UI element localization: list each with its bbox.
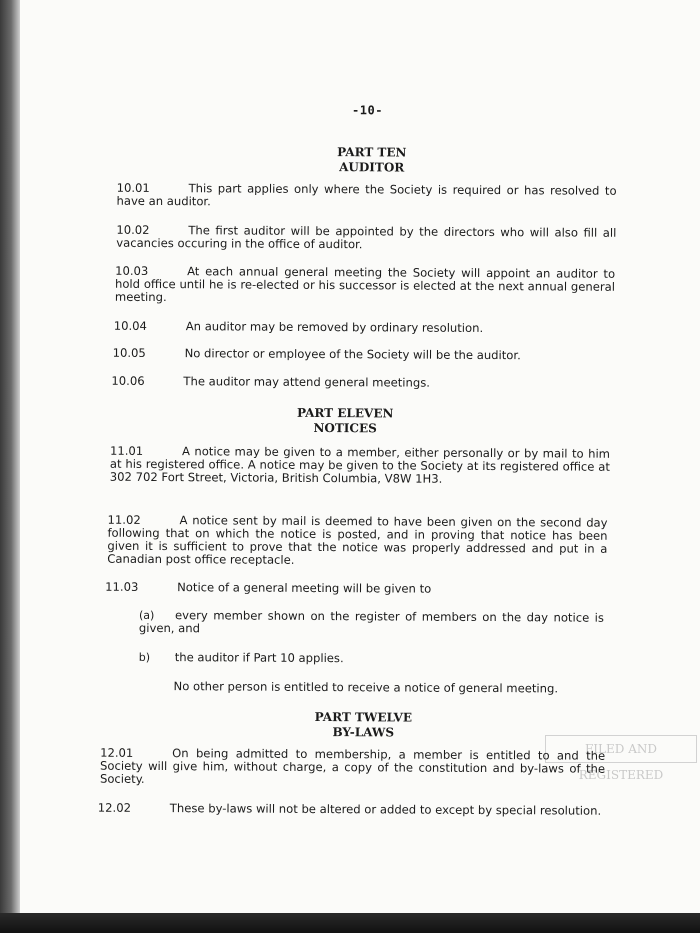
- filed-stamp: FILED AND REGISTERED: [545, 735, 697, 763]
- clause-text: No director or employee of the Society will be the auditor.: [184, 346, 521, 363]
- clause-text: Notice of a general meeting will be given to: [177, 580, 432, 596]
- part-ten-heading: [302, 145, 442, 176]
- clause-12-02: [98, 802, 603, 818]
- clause-12-01: [100, 747, 605, 789]
- part-ten-title: PART TEN: [337, 145, 407, 160]
- clause-number: 10.03: [115, 263, 149, 278]
- list-text: every member shown on the register of members on the day notice is given, and: [138, 608, 605, 636]
- page-number: -10-: [352, 103, 384, 118]
- clause-text: The auditor may attend general meetings.: [183, 374, 431, 390]
- clause-text: These by-laws will not be altered or added to except by special resolution.: [169, 801, 602, 818]
- clause-number: 12.01: [100, 745, 134, 760]
- part-eleven-title: PART ELEVEN: [296, 405, 394, 421]
- notice-closing: No other person is entitled to receive a notice of general meeting.: [173, 679, 559, 696]
- clause-10-02: [116, 224, 616, 253]
- notice-recipient-a: [139, 609, 604, 638]
- clause-text: An auditor may be removed by ordinary resolution.: [185, 319, 484, 335]
- part-twelve-title: PART TWELVE: [314, 709, 413, 725]
- scan-edge-bottom: [0, 913, 700, 933]
- clause-text: A notice may be given to a member, either personally or by mail to him at his registered office. A notice may be given to the Society at its registered office at 302 702 Fort Street, Victoria, British Columbia, V8W 1H3.: [109, 444, 611, 486]
- clause-10-05: [113, 347, 613, 363]
- clause-number: 10.06: [111, 373, 145, 388]
- list-text: the auditor if Part 10 applies.: [174, 650, 344, 666]
- clause-text: The first auditor will be appointed by the directors who will also fill all vacancies occuring in the office of auditor.: [116, 223, 617, 252]
- clause-11-01: [110, 445, 610, 487]
- clause-text: On being admitted to membership, a member is entitled to and the Society will give him, without charge, a copy of the constitution and by-laws of the Society.: [99, 746, 606, 786]
- clause-text: At each annual general meeting the Society will appoint an auditor to hold office until he is re-elected or his successor is elected at the next annual general meeting.: [114, 264, 616, 305]
- document-page: [20, 0, 700, 913]
- part-ten-subtitle: AUDITOR: [339, 160, 405, 175]
- clause-10-06: [111, 375, 611, 391]
- document-body: [20, 0, 700, 913]
- clause-11-03: [105, 581, 605, 597]
- clause-number: 10.04: [113, 318, 148, 333]
- clause-text: This part applies only where the Society is required or has resolved to have an auditor.: [116, 181, 617, 209]
- notice-recipient-b: [139, 651, 604, 667]
- clause-10-04: [114, 320, 614, 336]
- clause-number: 11.02: [107, 512, 141, 527]
- part-twelve-subtitle: BY-LAWS: [332, 725, 395, 740]
- clause-number: 12.02: [97, 800, 132, 815]
- clause-number: 10.01: [116, 180, 150, 195]
- list-marker: (a): [138, 608, 155, 622]
- clause-10-03: [115, 265, 615, 307]
- clause-number: 11.01: [109, 443, 144, 458]
- part-eleven-heading: [275, 406, 415, 437]
- clause-11-02: [107, 514, 607, 569]
- clause-number: 10.02: [116, 222, 150, 237]
- part-eleven-subtitle: NOTICES: [313, 420, 377, 436]
- scan-edge-left: [0, 0, 20, 933]
- clause-text: A notice sent by mail is deemed to have been given on the second day following that on which the notice is posted, and in proving that notice has been given it is sufficient to prove that the notice was properly addressed and put in a Canadian post office receptacle.: [107, 513, 608, 567]
- clause-number: 10.05: [112, 345, 146, 360]
- clause-number: 11.03: [105, 579, 139, 594]
- part-twelve-heading: [293, 710, 433, 741]
- list-marker: b): [138, 650, 151, 664]
- clause-10-01: [116, 182, 616, 211]
